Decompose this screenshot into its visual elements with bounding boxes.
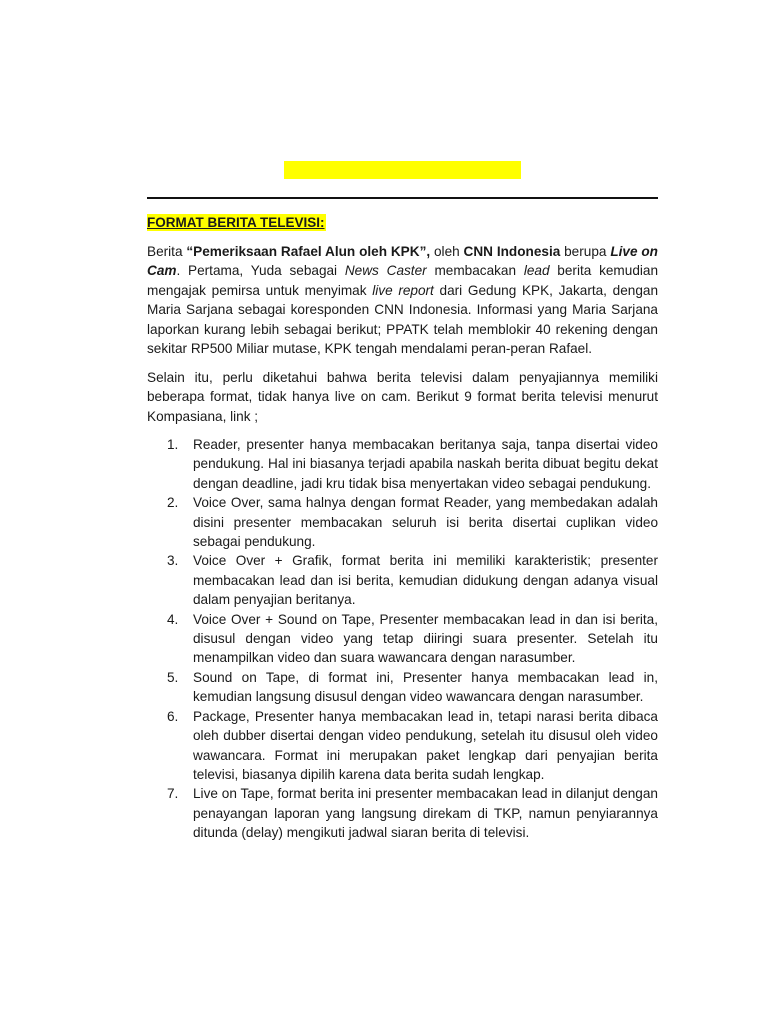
list-item xyxy=(147,435,658,493)
list-item-text: Voice Over + Sound on Tape, Presenter membacakan lead in dan isi berita, disusul dengan video yang tetap diiringi suara presenter. Setelah itu menampilkan video dan suara wawancara dengan narasumber. xyxy=(193,611,658,666)
format-term: Live on Cam xyxy=(147,244,658,279)
list-number: 3. xyxy=(167,553,179,569)
paragraph-1 xyxy=(147,242,658,358)
list-item-text: Sound on Tape, di format ini, Presenter hanya membacakan lead in, kemudian langsung disusul dengan video wawancara dengan narasumber. xyxy=(193,669,658,705)
italic-term: lead xyxy=(523,263,550,279)
list-item-text: Live on Tape, format berita ini presenter membacakan lead in dilanjut dengan penayangan laporan yang langsung direkam di TKP, namun penyiarannya ditunda (delay) mengikuti jadwal siaran berita di televisi. xyxy=(193,786,658,841)
text-run: berita kemudian mengajak pemirsa untuk menyimak xyxy=(147,263,659,298)
italic-term: News Caster xyxy=(344,263,427,279)
list-item xyxy=(147,493,658,551)
format-list xyxy=(147,435,658,843)
list-item xyxy=(147,707,658,785)
text-run: oleh xyxy=(430,244,464,259)
source-name: CNN Indonesia xyxy=(463,244,561,259)
news-title: “Pemeriksaan Rafael Alun oleh KPK”, xyxy=(186,244,431,259)
list-item xyxy=(147,784,658,842)
text-run: berupa xyxy=(560,244,611,259)
list-number: 4. xyxy=(167,611,179,627)
list-item-text: Reader, presenter hanya membacakan beritanya saja, tanpa disertai video pendukung. Hal ini biasanya terjadi apabila naskah berita dibuat begitu dekat dengan deadline, jadi kru tidak bisa menyertakan video sebagai pendukung. xyxy=(193,437,658,491)
section-heading: FORMAT BERITA TELEVISI: xyxy=(147,215,325,230)
list-item xyxy=(147,668,658,707)
text-run: membacakan xyxy=(426,263,524,279)
list-number: 7. xyxy=(167,786,179,802)
list-item-text: Voice Over, sama halnya dengan format Reader, yang membedakan adalah disini presenter membacakan seluruh isi berita disertai cuplikan video sebagai pendukung. xyxy=(193,495,658,550)
list-item xyxy=(147,551,658,609)
list-item xyxy=(147,610,658,668)
paragraph-2: Selain itu, perlu diketahui bahwa berita televisi dalam penyajiannya memiliki beberapa format, tidak hanya live on cam. Berikut 9 format berita televisi menurut Kompasiana, link ; xyxy=(147,370,658,424)
list-number: 6. xyxy=(167,708,179,724)
italic-term: live report xyxy=(372,282,434,298)
text-run: Berita xyxy=(147,244,187,259)
list-number: 1. xyxy=(167,437,179,452)
title-highlight-bar xyxy=(284,161,521,179)
list-number: 2. xyxy=(167,495,179,511)
list-number: 5. xyxy=(167,669,179,685)
horizontal-rule xyxy=(147,197,658,199)
text-run: dari Gedung KPK, Jakarta, dengan Maria Sarjana sebagai koresponden CNN Indonesia. Informasi yang Maria Sarjana laporkan kurang lebih sebagai berikut; PPATK telah memblokir 40 rekening dengan sekitar RP500 Miliar mutase, KPK tengah mendalami peran-peran Rafael. xyxy=(147,282,659,357)
list-item-text: Package, Presenter hanya membacakan lead in, tetapi narasi berita dibaca oleh dubber disertai dengan video pendukung, setelah itu disusul oleh video wawancara. Format ini merupakan paket lengkap dari penyajian berita televisi, biasanya dipilih karena data berita sudah lengkap. xyxy=(193,708,658,782)
text-run: . Pertama, Yuda sebagai xyxy=(176,263,345,279)
list-item-text: Voice Over + Grafik, format berita ini memiliki karakteristik; presenter membacakan lead dan isi berita, kemudian didukung dengan adanya visual dalam penyajian beritanya. xyxy=(193,553,658,608)
